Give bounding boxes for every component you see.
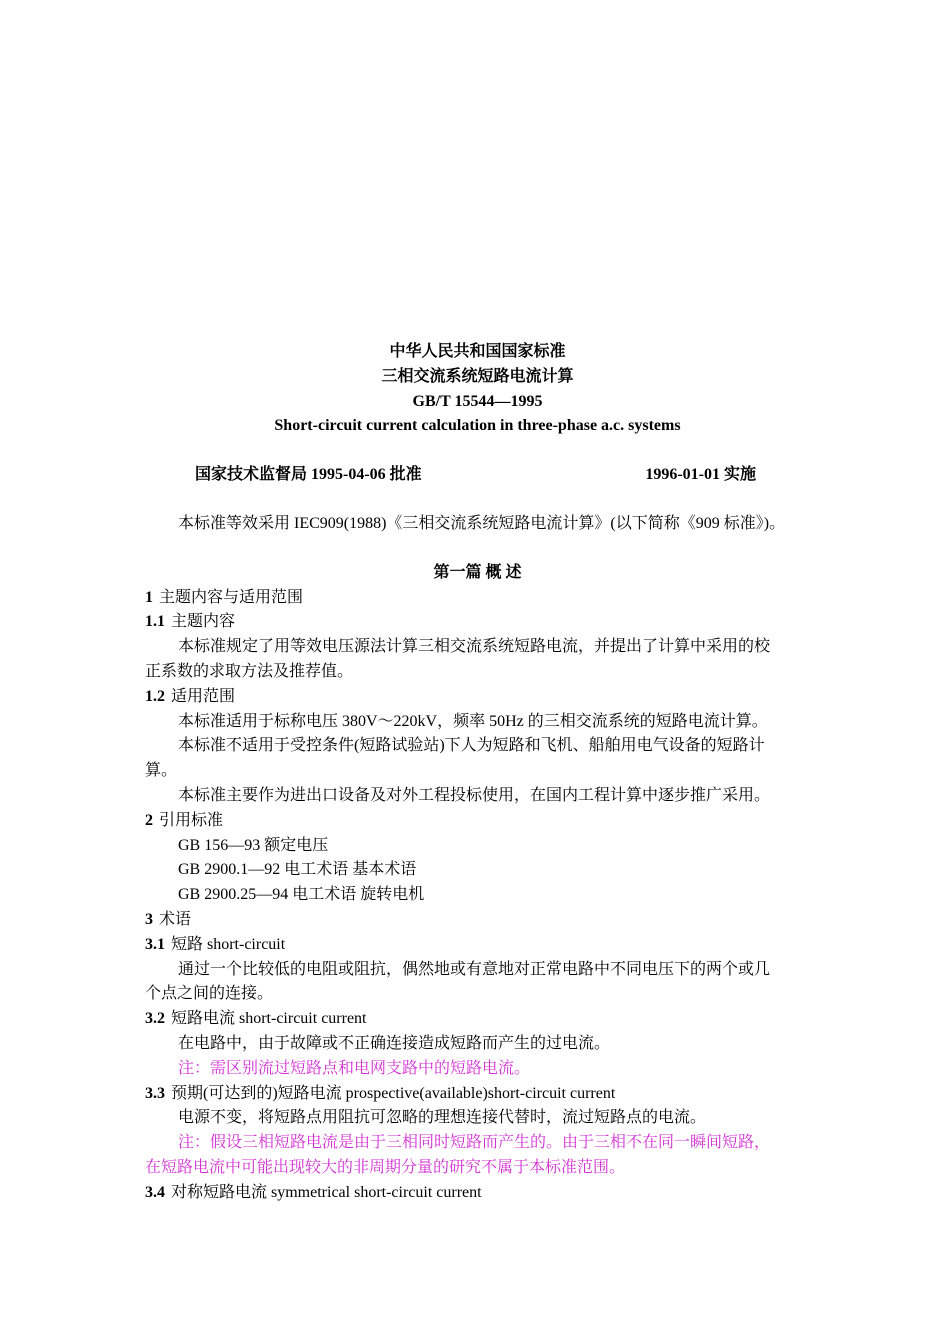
approval-date: 国家技术监督局 1995-04-06 批准 bbox=[195, 466, 422, 484]
paragraph: 算。 bbox=[145, 762, 178, 780]
reference-item: GB 156—93 额定电压 bbox=[178, 836, 329, 854]
section-3-4-heading: 3.4 对称短路电流 symmetrical short-circuit current bbox=[145, 1183, 482, 1201]
section-3-2-heading: 3.2 短路电流 short-circuit current bbox=[145, 1010, 367, 1028]
note-text: 在短路电流中可能出现较大的非周期分量的研究不属于本标准范围。 bbox=[145, 1158, 626, 1176]
section-3-3-heading: 3.3 预期(可达到的)短路电流 prospective(available)short-circuit current bbox=[145, 1084, 616, 1102]
section-1-1-heading: 1.1 主题内容 bbox=[145, 613, 236, 631]
paragraph: 个点之间的连接。 bbox=[145, 985, 274, 1003]
document-body bbox=[145, 340, 810, 1206]
paragraph: 电源不变，将短路点用阻抗可忽略的理想连接代替时，流过短路点的电流。 bbox=[178, 1109, 707, 1127]
intro-paragraph: 本标准等效采用 IEC909(1988)《三相交流系统短路电流计算》(以下简称《909 标准》)。 bbox=[178, 514, 786, 532]
section-3-heading: 3 术语 bbox=[145, 910, 192, 928]
paragraph: 本标准规定了用等效电压源法计算三相交流系统短路电流，并提出了计算中采用的校 bbox=[178, 638, 771, 656]
note-text: 注：假设三相短路电流是由于三相同时短路而产生的。由于三相不在同一瞬间短路， bbox=[178, 1134, 771, 1152]
section-1-2-heading: 1.2 适用范围 bbox=[145, 687, 236, 705]
paragraph: 本标准适用于标称电压 380V～220kV，频率 50Hz 的三相交流系统的短路电流计算。 bbox=[178, 712, 768, 730]
effective-date: 1996-01-01 实施 bbox=[645, 466, 756, 484]
note-text: 注：需区别流过短路点和电网支路中的短路电流。 bbox=[178, 1059, 531, 1077]
paragraph: 本标准不适用于受控条件(短路试验站)下人为短路和飞机、船舶用电气设备的短路计 bbox=[178, 737, 765, 755]
paragraph: 正系数的求取方法及推荐值。 bbox=[145, 662, 354, 680]
reference-item: GB 2900.1—92 电工术语 基本术语 bbox=[178, 861, 417, 879]
paragraph: 本标准主要作为进出口设备及对外工程投标使用，在国内工程计算中逐步推广采用。 bbox=[178, 786, 771, 804]
paragraph: 在电路中，由于故障或不正确连接造成短路而产生的过电流。 bbox=[178, 1034, 611, 1052]
section-1-heading: 1 主题内容与适用范围 bbox=[145, 588, 304, 606]
standard-code: GB/T 15544—1995 bbox=[412, 392, 543, 410]
standard-org: 中华人民共和国国家标准 bbox=[389, 343, 566, 360]
chapter-title: 第一篇 概 述 bbox=[433, 563, 522, 581]
reference-item: GB 2900.25—94 电工术语 旋转电机 bbox=[178, 886, 425, 904]
standard-title-en: Short-circuit current calculation in three-phase a.c. systems bbox=[274, 417, 681, 435]
paragraph: 通过一个比较低的电阻或阻抗，偶然地或有意地对正常电路中不同电压下的两个或几 bbox=[178, 960, 771, 978]
approval-row bbox=[145, 463, 810, 488]
section-3-1-heading: 3.1 短路 short-circuit bbox=[145, 935, 286, 953]
section-2-heading: 2 引用标准 bbox=[145, 811, 224, 829]
standard-title-cn: 三相交流系统短路电流计算 bbox=[381, 367, 574, 385]
